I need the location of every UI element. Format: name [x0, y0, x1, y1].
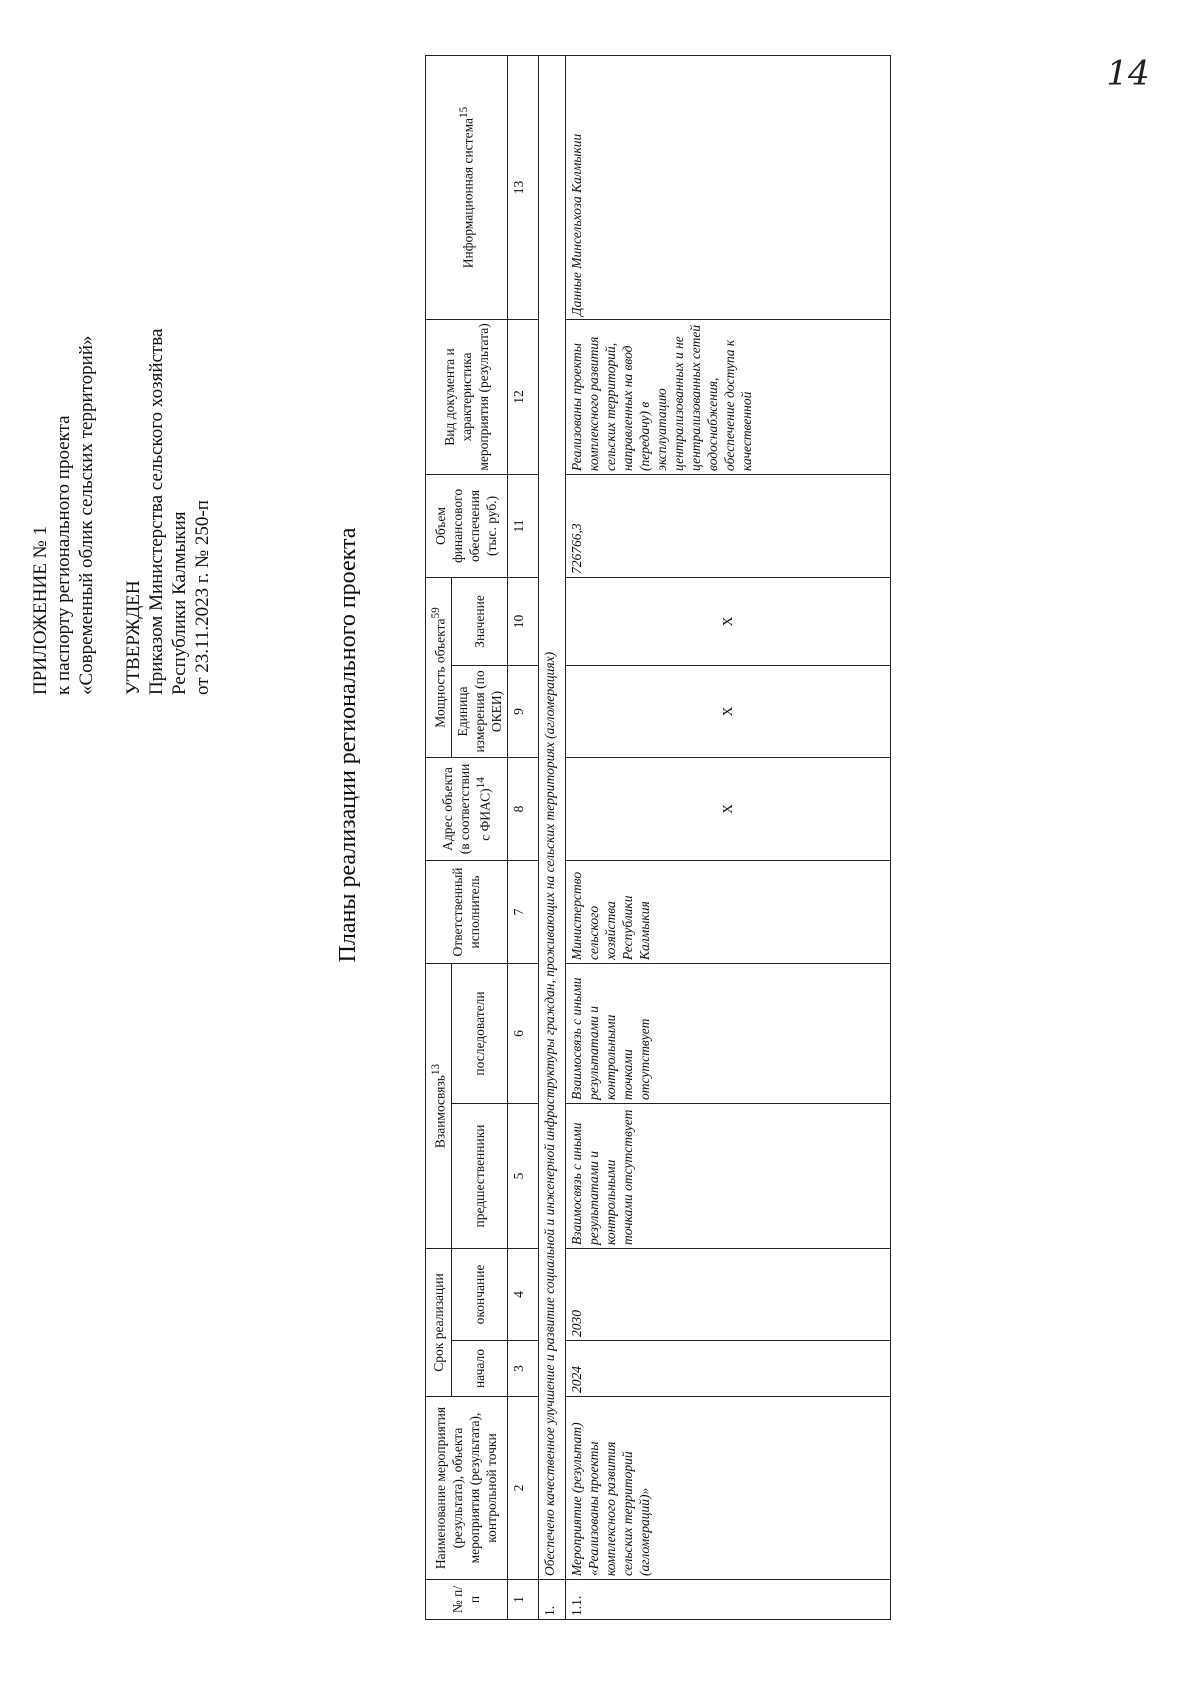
- header-responsible: Ответственный исполнитель: [426, 860, 508, 963]
- row-funding: 726766,3: [565, 474, 890, 577]
- header-start: начало: [451, 1341, 507, 1397]
- header-capacity: Мощность объекта$^{59}$: [426, 577, 452, 757]
- header-value: Значение: [451, 577, 507, 665]
- section-number: 1.: [538, 1580, 565, 1620]
- header-period: Срок реализации: [426, 1248, 452, 1396]
- column-number: 8: [507, 757, 538, 860]
- header-num: № п/п: [426, 1580, 508, 1620]
- column-number: 6: [507, 963, 538, 1103]
- header-predecessors: предшественники: [451, 1103, 507, 1248]
- header-funding: Объем финансового обеспечения (тыс. руб.): [426, 474, 508, 577]
- row-name: Мероприятие (результат) «Реализованы проекты комплексного развития сельских территорий (агломераций)»: [565, 1397, 890, 1580]
- row-number: 1.1.: [565, 1580, 890, 1620]
- header-info-system: Информационная система$^{15}$: [426, 55, 508, 319]
- approved-label: УТВЕРЖДЕН: [123, 580, 144, 695]
- header-end: окончание: [451, 1248, 507, 1340]
- column-number: 10: [507, 577, 538, 665]
- row-end: 2030: [565, 1248, 890, 1340]
- column-number: 2: [507, 1397, 538, 1580]
- header-relation: Взаимосвязь$^{13}$: [426, 963, 452, 1248]
- row-predecessors: Взаимосвязь с иными результатами и контрольными точками отсутствует: [565, 1103, 890, 1248]
- row-responsible: Министерство сельского хозяйства Республики Калмыкия: [565, 860, 890, 963]
- column-number-row: [507, 55, 538, 1619]
- section-row: [538, 55, 565, 1619]
- column-number: 7: [507, 860, 538, 963]
- column-number: 11: [507, 474, 538, 577]
- column-number: 3: [507, 1341, 538, 1397]
- column-number: 5: [507, 1103, 538, 1248]
- row-value: Х: [565, 577, 890, 665]
- header-unit: Единица измерения (по ОКЕИ): [451, 665, 507, 757]
- column-number: 4: [507, 1248, 538, 1340]
- appendix-label: ПРИЛОЖЕНИЕ № 1: [30, 526, 51, 695]
- header-address: Адрес объекта (в соответствии с ФИАС)$^{14}$: [426, 757, 508, 860]
- appendix-project-name: «Современный облик сельских территорий»: [76, 335, 97, 695]
- header-name: Наименование мероприятия (результата), объекта мероприятия (результата), контрольной точки: [426, 1397, 508, 1580]
- row-start: 2024: [565, 1341, 890, 1397]
- row-unit: Х: [565, 665, 890, 757]
- row-doc-type: Реализованы проекты комплексного развития сельских территорий, направленных на ввод (передачу) в эксплуатацию централизованных и не централизованных сетей водоснабжения, обеспечение доступа к качественной: [565, 319, 890, 474]
- column-number: 9: [507, 665, 538, 757]
- order-line-1: Приказом Министерства сельского хозяйства: [146, 328, 167, 695]
- page-number: 14: [1106, 53, 1150, 94]
- table-row: [565, 55, 890, 1619]
- header-doc-type: Вид документа и характеристика мероприятия (результата): [426, 319, 508, 474]
- row-address: Х: [565, 757, 890, 860]
- appendix-passport-line: к паспорту регионального проекта: [53, 415, 74, 695]
- column-number: 1: [507, 1580, 538, 1620]
- order-date: от 23.11.2023 г. № 250-п: [192, 500, 213, 695]
- column-number: 12: [507, 319, 538, 474]
- row-info-system: Данные Минсельхоза Калмыкии: [565, 55, 890, 319]
- order-line-2: Республики Калмыкия: [169, 511, 190, 695]
- header-successors: последователи: [451, 963, 507, 1103]
- section-title: Обеспечено качественное улучшение и развитие социальной и инженерной инфраструктуры граждан, проживающих на сельских территориях (агломерациях): [538, 55, 565, 1579]
- table-header-row: [426, 55, 452, 1619]
- document-title: Планы реализации регионального проекта: [335, 527, 361, 963]
- implementation-plan-table: [425, 55, 891, 1620]
- row-successors: Взаимосвязь с иными результатами и контрольными точками отсутствует: [565, 963, 890, 1103]
- column-number: 13: [507, 55, 538, 319]
